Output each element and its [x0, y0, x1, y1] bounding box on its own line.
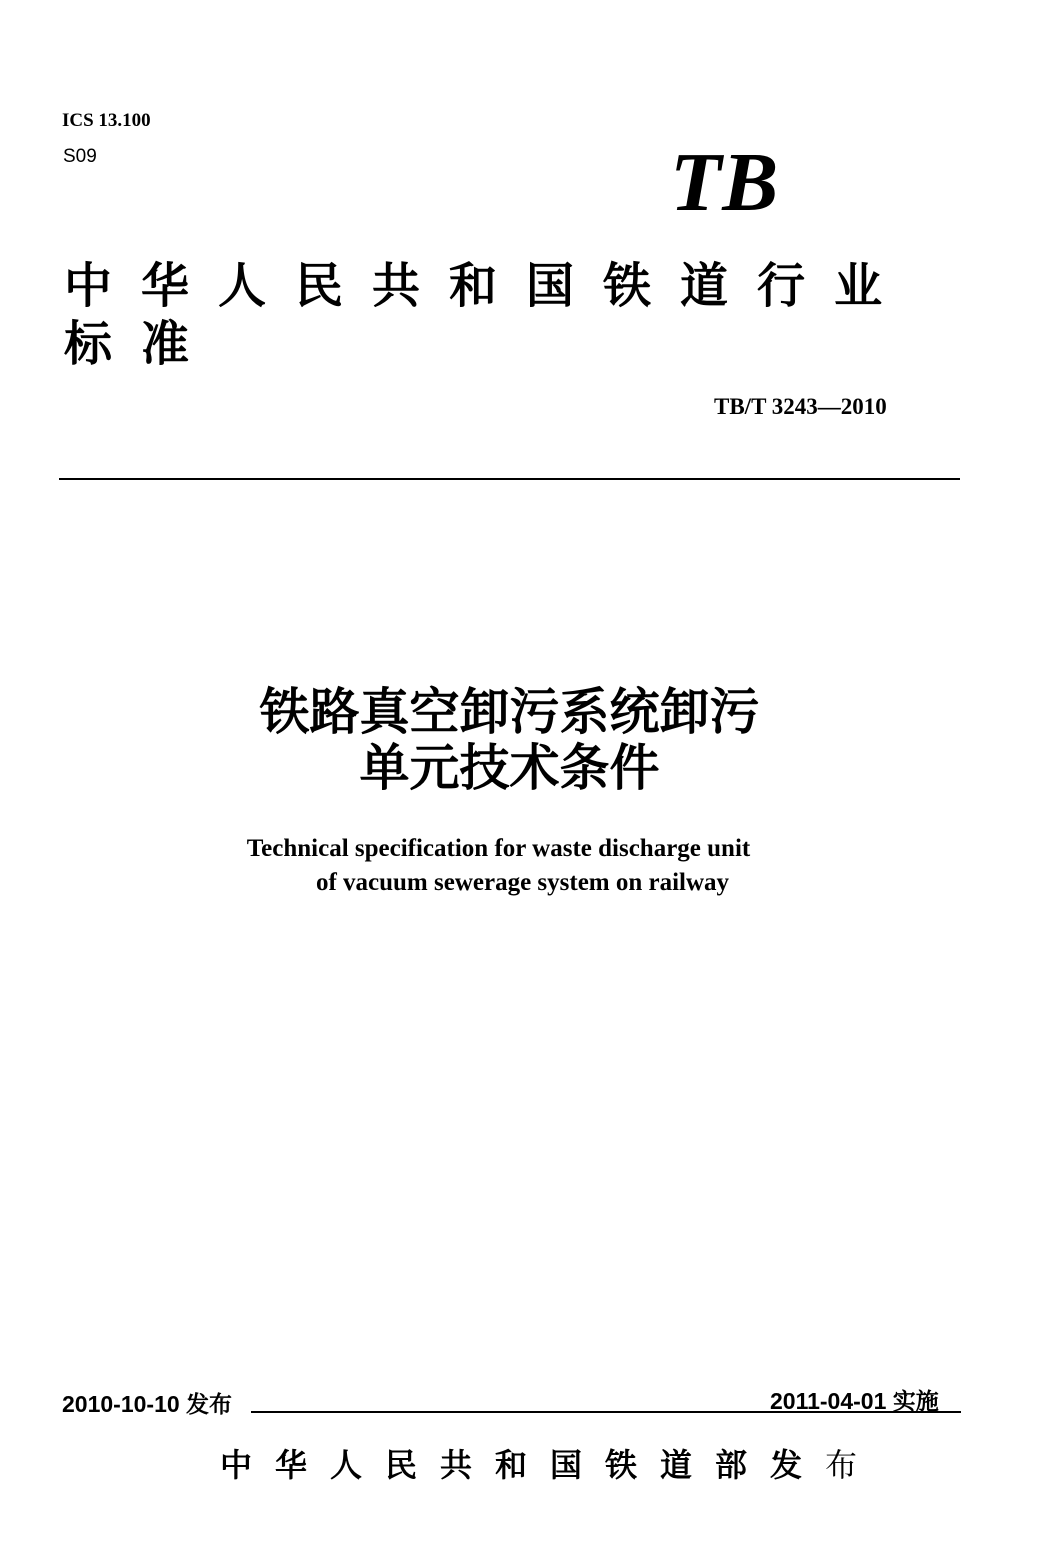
publisher-suffix: 布	[825, 1447, 881, 1483]
industry-standard-title: 中华人民共和国铁道行业标准	[64, 260, 912, 371]
issue-date: 2010-10-10 发布	[62, 1391, 233, 1417]
title-en-line-1: Technical specification for waste discharge unit	[246, 835, 751, 862]
publisher-name: 中华人民共和国铁道部发	[220, 1447, 826, 1483]
bottom-divider	[251, 1411, 961, 1413]
publisher	[220, 1440, 880, 1486]
title-zh-line-2: 单元技术条件	[359, 740, 660, 796]
document-title-english	[0, 832, 997, 900]
title-en-line-2: of vacuum sewerage system on railway	[315, 869, 730, 896]
effective-date: 2011-04-01 实施	[770, 1388, 939, 1414]
standard-number: TB/T 3243—2010	[714, 394, 887, 419]
top-divider	[59, 478, 960, 480]
classification-code: S09	[63, 146, 97, 167]
document-title-chinese	[0, 684, 1019, 796]
title-zh-line-1: 铁路真空卸污系统卸污	[259, 684, 760, 740]
tb-logo: TB	[670, 136, 780, 229]
ics-code: ICS 13.100	[62, 110, 151, 131]
